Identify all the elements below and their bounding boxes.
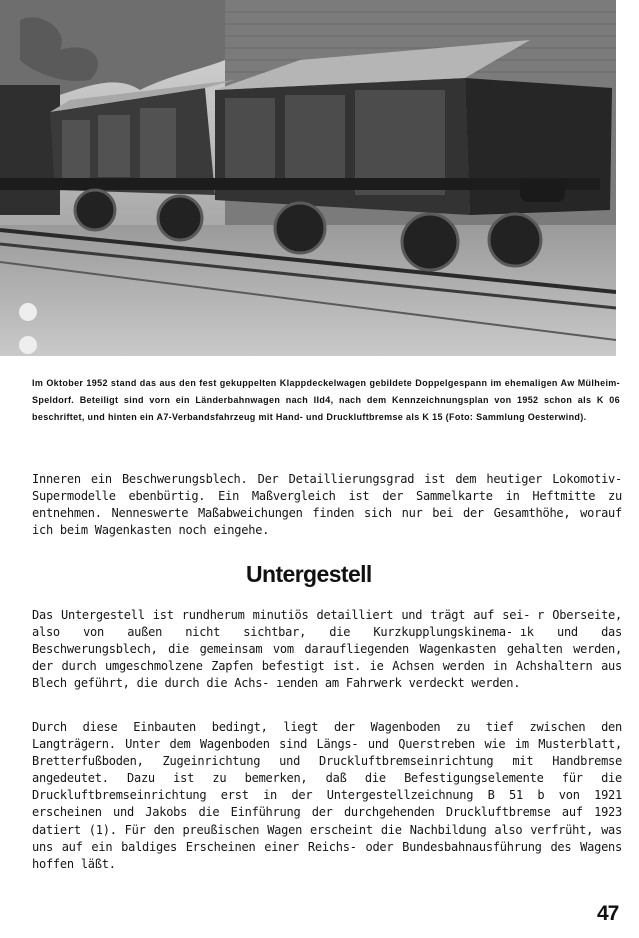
page-number: 47 xyxy=(597,902,619,925)
body-paragraph-2: Das Untergestell ist rundherum minutiös detailliert und trägt auf sei- r Oberseite, also von außen nicht sichtbar, die Kurzkupplungskinema- ık und das Beschwerungsblech, die gemeinsam vom daraufliegenden Wagenkasten gehalten werden, der durch umgeschmolzene Zapfen befestigt ist. ie Achsen werden in Achshaltern aus Blech geführt, die durch die Achs- ıenden am Fahrwerk verdeckt werden. xyxy=(32,608,622,691)
section-heading: Untergestell xyxy=(246,561,372,587)
body-paragraph-3: Durch diese Einbauten bedingt, liegt der Wagenboden zu tief zwischen den Langträgern. Unter dem Wagenboden sind Längs- und Querstreben wie im Musterblatt, Bretterfußboden, Zugeinrichtung und Druckluftbremseinrichtung mit Handbremse angedeutet. Dazu ist zu bemerken, daß die Befestigungselemente für die Druckluftbremseinrichtung erst in der Untergestellzeichnung B 51 b von 1921 erscheinen und Jakobs die Einführung der durchgehenden Druckluftbremse auf 1923 datiert (1). Für den preußischen Wagen erscheint die Nachbildung also verfrüht, was uns auf ein baldiges Erscheinen einer Reichs- oder Bundesbahnausführung des Wagens hoffen läßt. xyxy=(32,720,622,871)
photo-caption: Im Oktober 1952 stand das aus den fest gekuppelten Klappdeckelwagen gebildete Doppelgespann im ehemaligen Aw Mülheim-Speldorf. Beteiligt sind vorn ein Länderbahnwagen nach IId4, nach dem Kennzeichnungsplan von 1952 schon als K 06 beschriftet, und hinten ein A7-Verbandsfahrzeug mit Hand- und Druckluftbremse als K 15 (Foto: Sammlung Oesterwind). xyxy=(32,378,620,422)
wagon-photo xyxy=(0,0,616,356)
body-paragraph-1: Inneren ein Beschwerungsblech. Der Detaillierungsgrad ist dem heutiger Lokomotiv-Supermodelle ebenbürtig. Ein Maßvergleich ist der Sammelkarte in Heftmitte zu entnehmen. Nenneswerte Maßabweichungen finden sich nur bei der Gesamthöhe, worauf ich beim Wagenkasten noch eingehe. xyxy=(32,472,622,538)
